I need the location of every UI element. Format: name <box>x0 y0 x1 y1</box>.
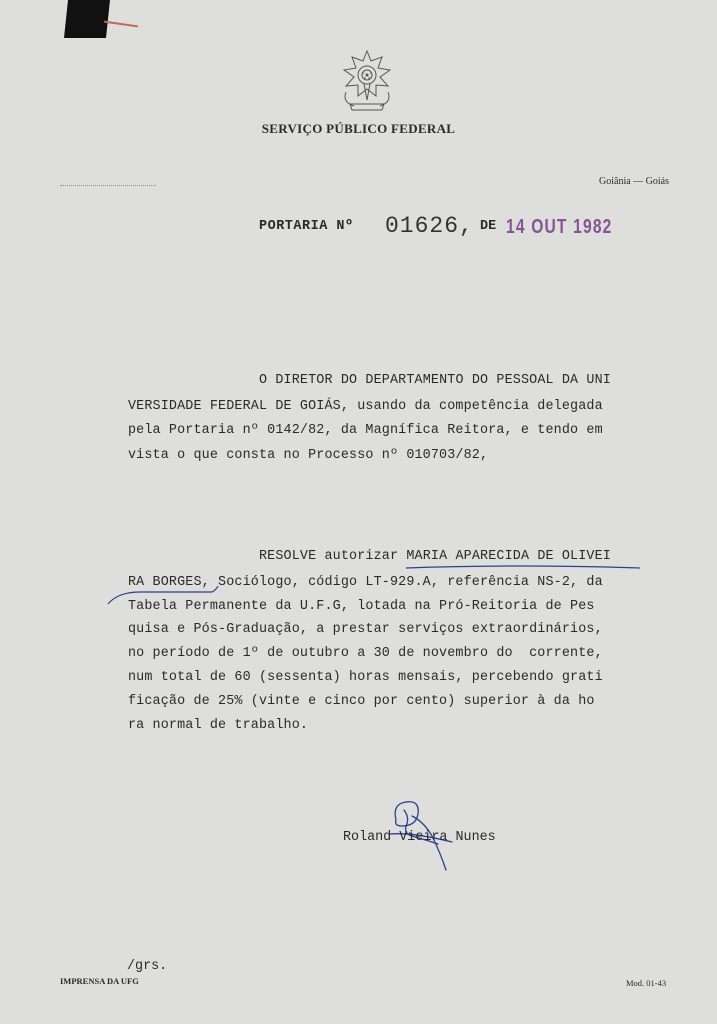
date-label: DE <box>480 219 497 234</box>
form-model-number: Mod. 01-43 <box>626 978 667 988</box>
paragraph2-line: num total de 60 (sessenta) horas mensais, percebendo grati <box>128 670 603 685</box>
paragraph1-line: pela Portaria nº 0142/82, da Magnífica Reitora, e tendo em <box>128 423 603 438</box>
paragraph1-line: VERSIDADE FEDERAL DE GOIÁS, usando da competência delegada <box>128 399 603 414</box>
paragraph2-line: Tabela Permanente da U.F.G, lotada na Pró-Reitoria de Pes <box>128 599 595 614</box>
printer-credit: IMPRENSA DA UFG <box>60 976 139 986</box>
portaria-label: PORTARIA Nº <box>259 219 354 234</box>
paragraph2-line: no período de 1º de outubro a 30 de novembro do corrente, <box>128 646 603 661</box>
paragraph2-line: ficação de 25% (vinte e cinco por cento) superior à da ho <box>128 694 595 709</box>
paragraph1-line: O DIRETOR DO DEPARTAMENTO DO PESSOAL DA UNI <box>259 373 611 388</box>
coat-of-arms-icon <box>334 48 400 114</box>
dotted-rule <box>60 185 156 186</box>
paragraph2-line: RESOLVE autorizar MARIA APARECIDA DE OLIVEI <box>259 549 611 564</box>
typist-initials: /grs. <box>127 959 168 974</box>
signer-name: Roland Vieira Nunes <box>343 830 496 845</box>
paragraph2-line: quisa e Pós-Graduação, a prestar serviços extraordinários, <box>128 622 603 637</box>
date-stamp: 14 OUT 1982 <box>506 216 613 238</box>
paragraph2-line: RA BORGES, Sociólogo, código LT-929.A, referência NS-2, da <box>128 575 603 590</box>
service-heading: SERVIÇO PÚBLICO FEDERAL <box>261 121 456 136</box>
corner-red-line <box>104 21 138 28</box>
paragraph1-line: vista o que consta no Processo nº 010703/82, <box>128 448 489 463</box>
city-label: Goiânia — Goiás <box>599 176 669 187</box>
portaria-number: 01626, <box>385 213 474 239</box>
paragraph2-line: ra normal de trabalho. <box>128 718 309 733</box>
corner-ink-mark <box>64 0 110 38</box>
